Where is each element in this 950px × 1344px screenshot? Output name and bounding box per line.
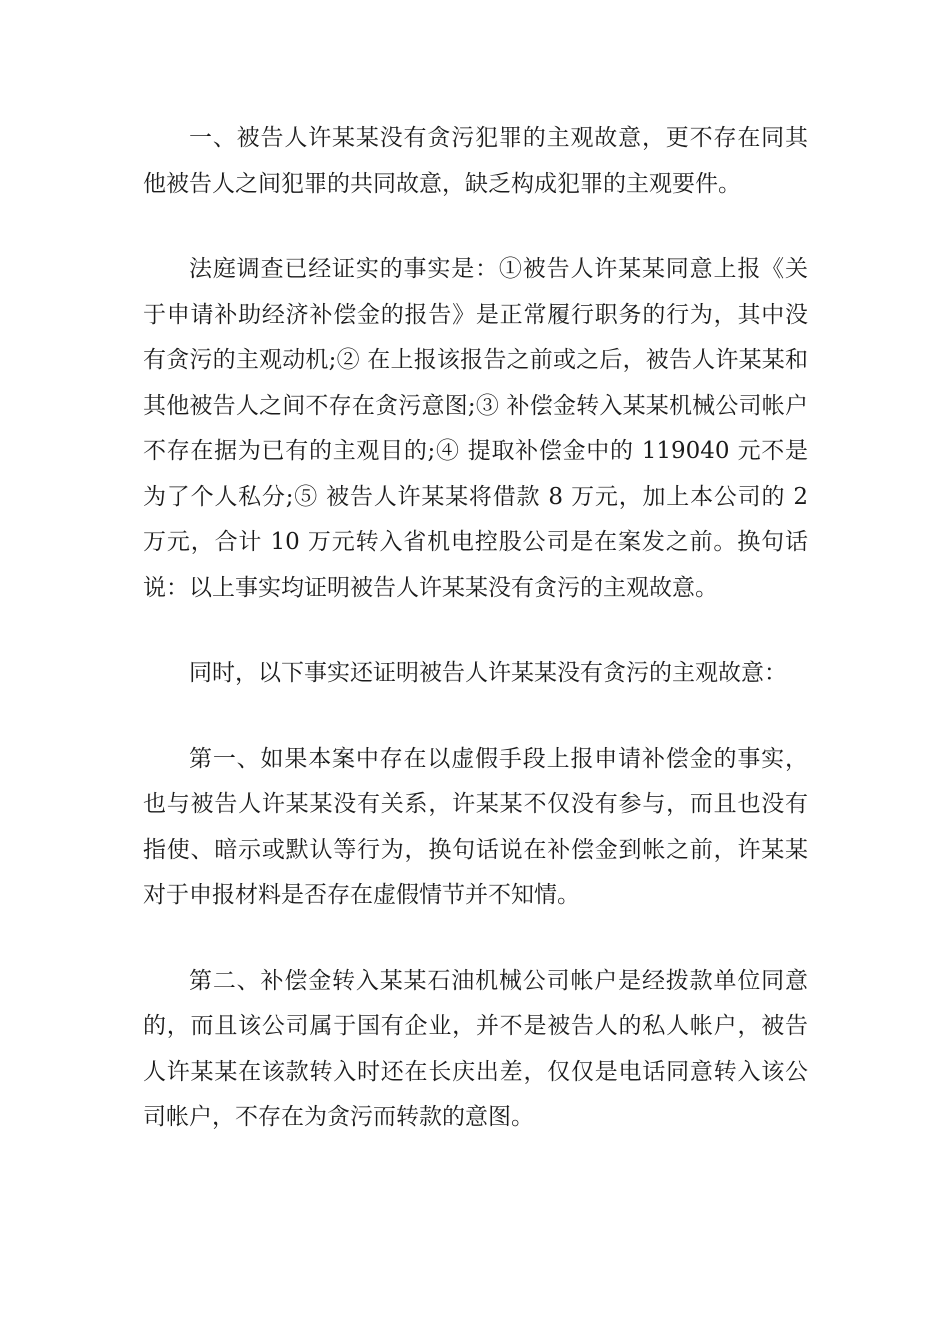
paragraph-court-facts: 法庭调查已经证实的事实是：①被告人许某某同意上报《关于申请补助经济补偿金的报告》是正常履行职务的行为，其中没有贪污的主观动机;② 在上报该报告之前或之后，被告人许某某和其他被告人之间不存在贪污意图;③ 补偿金转入某某机械公司帐户不存在据为已有的主观目的;④ 提取补偿金中的 119040 元不是为了个人私分;⑤ 被告人许某某将借款 8 万元，加上本公司的 2 万元，合计 10 万元转入省机电控股公司是在案发之前。换句话说：以上事实均证明被告人许某某没有贪污的主观故意。 <box>143 256 808 601</box>
document-body <box>143 116 808 1181</box>
paragraph-point-one: 一、被告人许某某没有贪污犯罪的主观故意，更不存在同其他被告人之间犯罪的共同故意，缺乏构成犯罪的主观要件。 <box>143 125 808 197</box>
paragraph-second-fact: 第二、补偿金转入某某石油机械公司帐户是经拨款单位同意的，而且该公司属于国有企业，并不是被告人的私人帐户，被告人许某某在该款转入时还在长庆出差，仅仅是电话同意转入该公司帐户，不存在为贪污而转款的意图。 <box>143 967 808 1130</box>
paragraph-first-fact: 第一、如果本案中存在以虚假手段上报申请补偿金的事实，也与被告人许某某没有关系，许某某不仅没有参与，而且也没有指使、暗示或默认等行为，换句话说在补偿金到帐之前，许某某对于申报材料是否存在虚假情节并不知情。 <box>143 745 808 908</box>
paragraph-additional-facts-intro: 同时，以下事实还证明被告人许某某没有贪污的主观故意： <box>189 660 787 686</box>
